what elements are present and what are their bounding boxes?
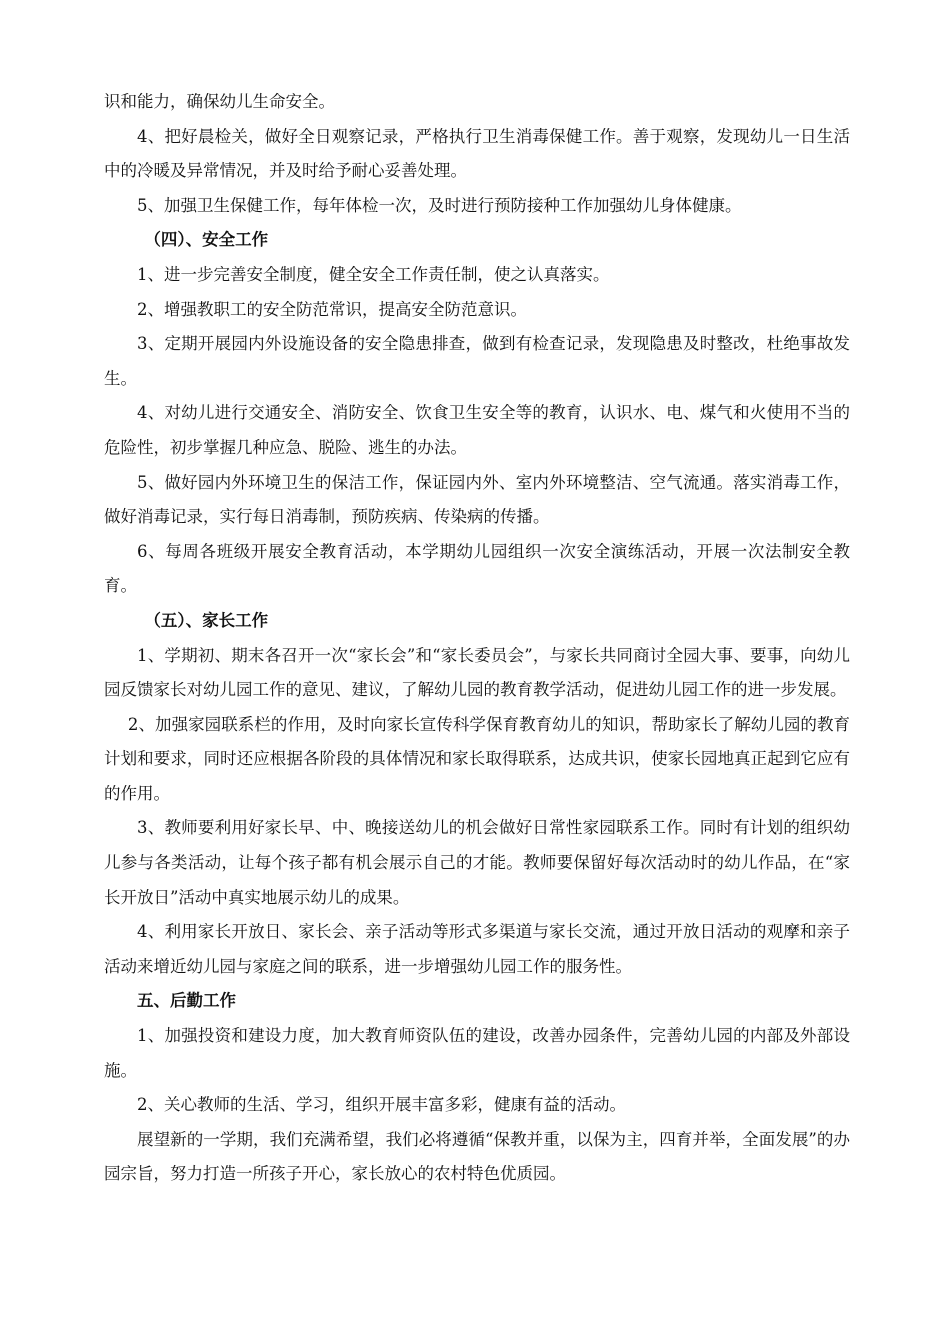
paragraph-parents-4: 4、利用家长开放日、家长会、亲子活动等形式多渠道与家长交流，通过开放日活动的观摩和亲子活动来增近幼儿园与家庭之间的联系，进一步增强幼儿园工作的服务性。: [104, 922, 850, 976]
paragraph-health-4: 4、把好晨检关，做好全日观察记录，严格执行卫生消毒保健工作。善于观察，发现幼儿一日生活中的冷暖及异常情况，并及时给予耐心妥善处理。: [104, 126, 850, 181]
paragraph-safety-6: 6、每周各班级开展安全教育活动，本学期幼儿园组织一次安全演练活动，开展一次法制安全教育。: [104, 541, 850, 596]
paragraph-safety-1: 1、进一步完善安全制度，健全安全工作责任制，使之认真落实。: [137, 264, 610, 284]
paragraph-safety-awareness-end: 识和能力，确保幼儿生命安全。: [104, 92, 335, 111]
paragraph-parents-3: 3、教师要利用好家长早、中、晚接送幼儿的机会做好日常性家园联系工作。同时有计划的组织幼儿参与各类活动，让每个孩子都有机会展示自己的才能。教师要保留好每次活动时的幼儿作品，在“家长开放日”活动中真实地展示幼儿的成果。: [104, 818, 850, 907]
section-heading-safety: （四）、安全工作: [144, 230, 269, 250]
section-heading-parents: （五）、家长工作: [144, 610, 269, 630]
paragraph-safety-4: 4、对幼儿进行交通安全、消防安全、饮食卫生安全等的教育，认识水、电、煤气和火使用不当的危险性，初步掌握几种应急、脱险、逃生的办法。: [104, 403, 850, 457]
paragraph-logistics-1: 1、加强投资和建设力度，加大教育师资队伍的建设，改善办园条件，完善幼儿园的内部及外部设施。: [104, 1026, 850, 1080]
paragraph-health-5: 5、加强卫生保健工作，每年体检一次，及时进行预防接种工作加强幼儿身体健康。: [137, 195, 742, 215]
paragraph-safety-5: 5、做好园内外环境卫生的保洁工作，保证园内外、室内外环境整洁、空气流通。落实消毒工作，做好消毒记录，实行每日消毒制，预防疾病、传染病的传播。: [104, 472, 850, 527]
paragraph-parents-2: 2、加强家园联系栏的作用，及时向家长宣传科学保育教育幼儿的知识，帮助家长了解幼儿园的教育计划和要求，同时还应根据各阶段的具体情况和家长取得联系，达成共识，使家长园地真正起到它应有的作用。: [104, 714, 850, 803]
paragraph-logistics-2: 2、关心教师的生活、学习，组织开展丰富多彩，健康有益的活动。: [137, 1095, 626, 1115]
paragraph-safety-3: 3、定期开展园内外设施设备的安全隐患排查，做到有检查记录，发现隐患及时整改，杜绝事故发生。: [104, 334, 850, 388]
paragraph-outlook: 展望新的一学期，我们充满希望，我们必将遵循“保教并重，以保为主，四育并举，全面发展”的办园宗旨，努力打造一所孩子开心，家长放心的农村特色优质园。: [104, 1129, 850, 1184]
section-heading-logistics: 五、后勤工作: [137, 991, 236, 1011]
paragraph-safety-2: 2、增强教职工的安全防范常识，提高安全防范意识。: [137, 299, 527, 319]
paragraph-parents-1: 1、学期初、期末各召开一次“家长会”和“家长委员会”，与家长共同商讨全园大事、要事，向幼儿园反馈家长对幼儿园工作的意见、建议，了解幼儿园的教育教学活动，促进幼儿园工作的进一步发展。: [104, 645, 850, 700]
